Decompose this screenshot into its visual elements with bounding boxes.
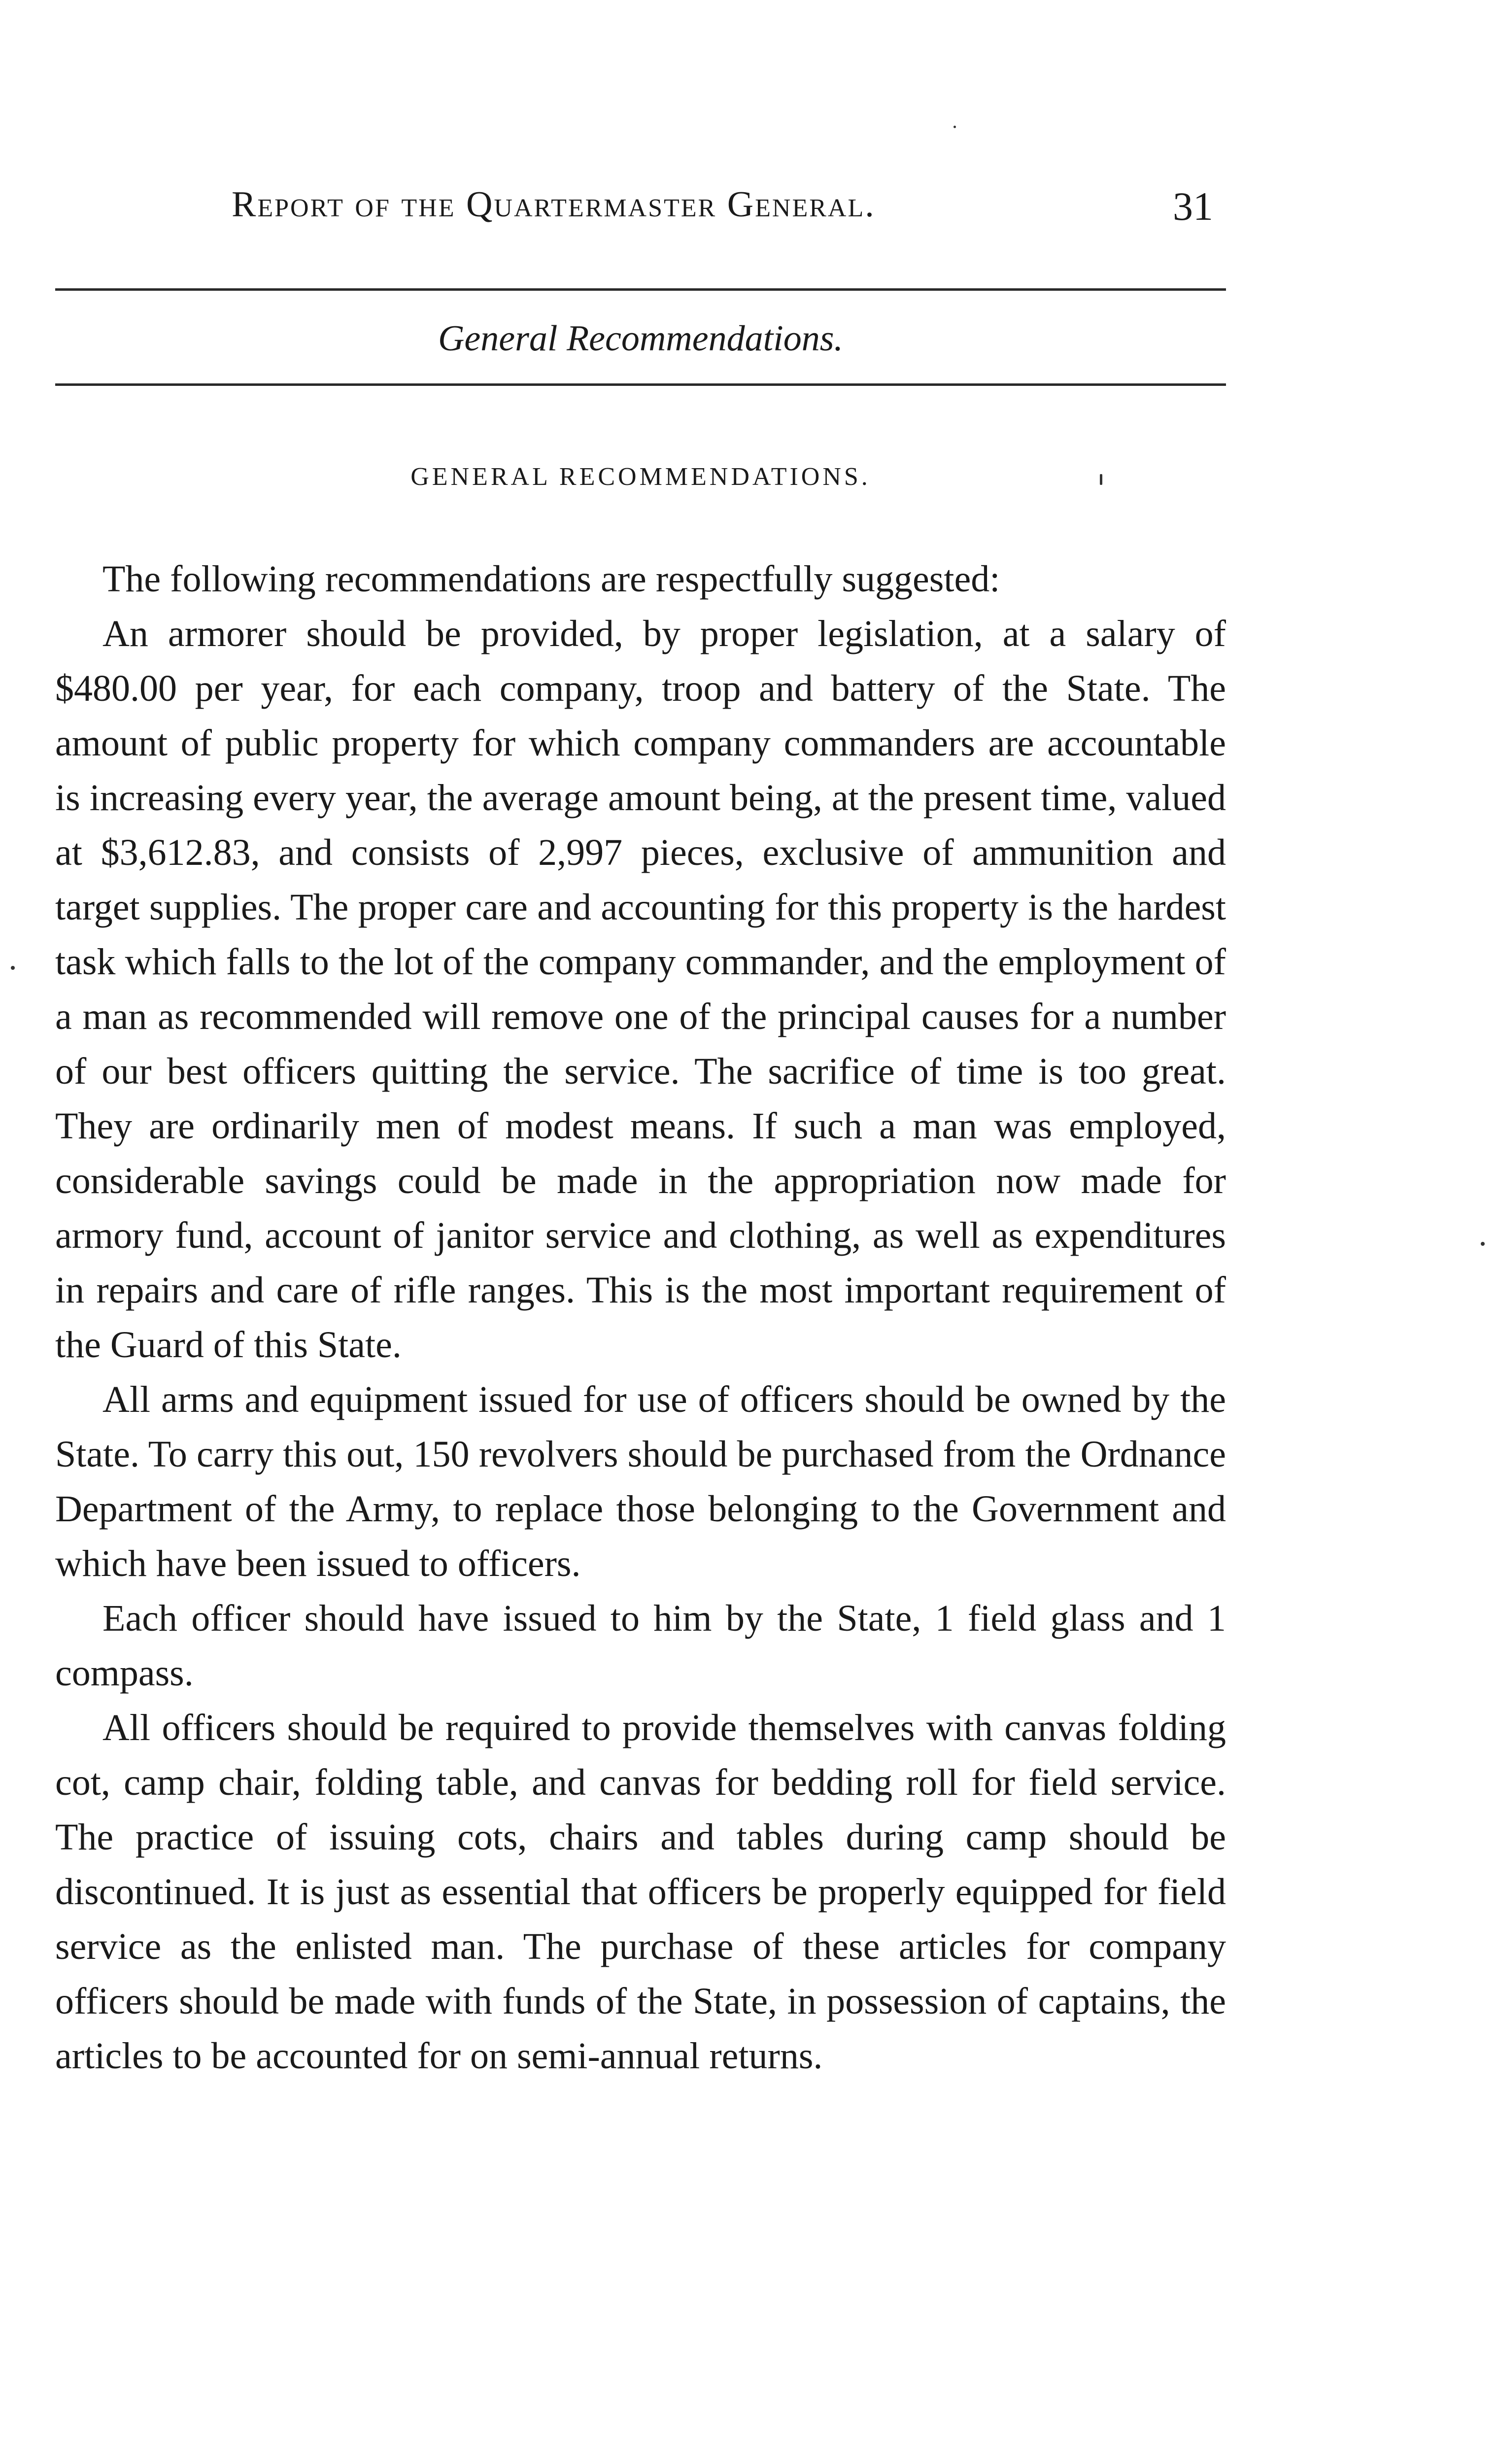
section-subheading: GENERAL RECOMMENDATIONS. [410, 463, 871, 491]
print-speck [1481, 1242, 1485, 1246]
paragraph-officer-equipment: All officers should be required to provide themselves with canvas folding cot, camp chair, folding table, and canvas for bedding roll for field service. The practice of issuing cots, chairs and tables during camp should be discontinued. It is just as essential that officers be properly equipped for field service as the enlisted man. The purchase of these articles for company officers should be made with funds of the State, in possession of captains, the articles to be accounted for on semi-annual returns. [55, 1707, 1226, 2077]
paragraph-field-glass: Each officer should have issued to him by the State, 1 field glass and 1 compass. [55, 1598, 1226, 1694]
page-number: 31 [1173, 184, 1213, 229]
print-speck [11, 966, 15, 970]
body-text [55, 552, 1226, 2084]
paragraph-armorer: An armorer should be provided, by proper legislation, at a salary of $480.00 per year, for each company, troop and battery of the State. The amount of public property for which company commanders are accountable is increasing every year, the average amount being, at the present time, valued at $3,612.83, and consists of 2,997 pieces, exclusive of ammunition and target supplies. The proper care and accounting for this property is the hardest task which falls to the lot of the company commander, and the employment of a man as recommended will remove one of the principal causes for a number of our best officers quitting the service. The sacrifice of time is too great. They are ordinarily men of modest means. If such a man was employed, considerable savings could be made in the appropriation now made for armory fund, account of janitor service and clothing, as well as expenditures in repairs and care of rifle ranges. This is the most important requirement of the Guard of this State. [55, 613, 1226, 1366]
paragraph-intro: The following recommendations are respectfully suggested: [102, 558, 1000, 600]
print-speck [1100, 474, 1102, 485]
header-rule-top [55, 288, 1226, 291]
running-title: Report of the Quartermaster General. [232, 184, 876, 225]
section-title: General Recommendations. [438, 318, 844, 359]
header-rule-bottom [55, 383, 1226, 386]
paragraph-arms-equipment: All arms and equipment issued for use of officers should be owned by the State. To carry this out, 150 revolvers should be purchased from the Ordnance Department of the Army, to replace those belonging to the Government and which have been issued to officers. [55, 1379, 1226, 1584]
print-speck [953, 126, 956, 128]
